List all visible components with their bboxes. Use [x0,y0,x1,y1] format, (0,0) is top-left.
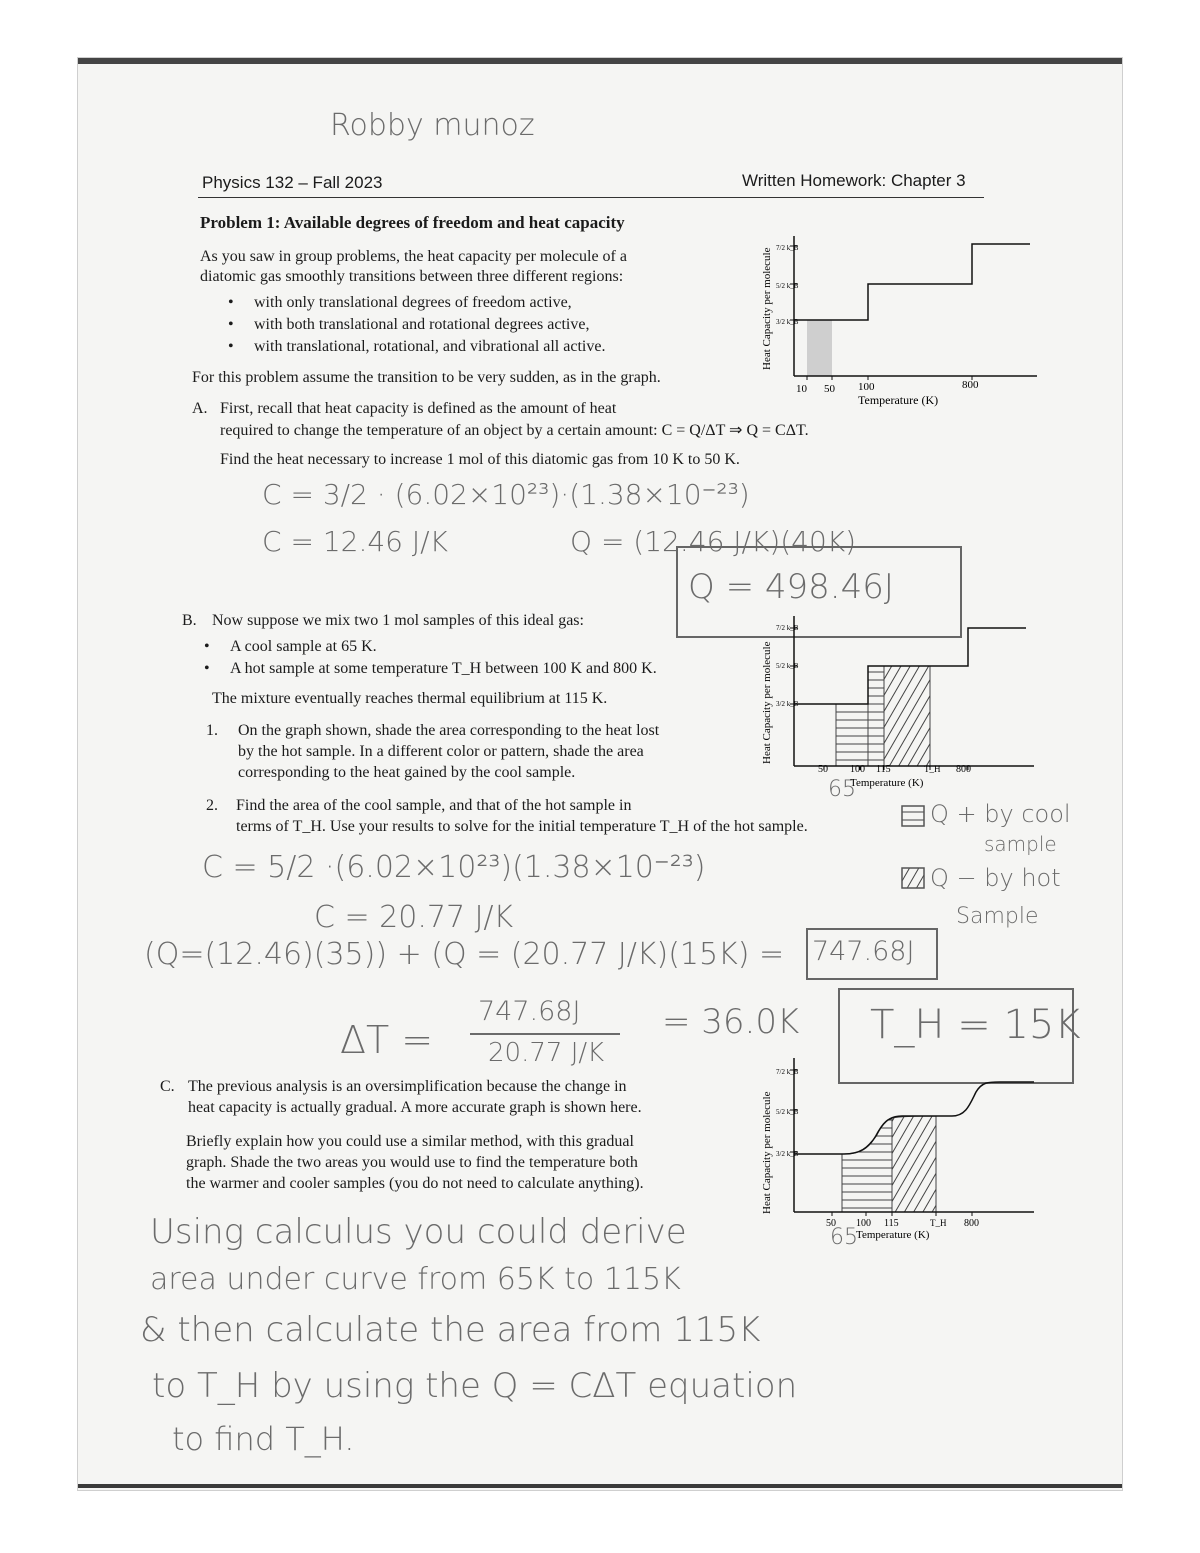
part-a-line-2: required to change the temperature of an object by a certain amount: C = Q/ΔT ⇒ Q = CΔT. [220,422,809,439]
part-c-answer-line: & then calculate the area from 115K [140,1310,761,1350]
part-c-p2: graph. Shade the two areas you would use to find the temperature both [186,1154,638,1171]
part-b-frac-bottom: 20.77 J/K [488,1038,605,1068]
part-b-total: 747.68J [812,936,915,967]
page-top-edge [78,58,1122,64]
x-axis-label: Temperature (K) [856,1229,930,1241]
part-c-p1: The previous analysis is an oversimplification because the change in [188,1078,627,1095]
part-a-work-3: Q = (12.46 J/K)(40K) [570,525,857,558]
y-tick-label: 5/2 k_B [776,662,799,670]
x-tick-label: 115 [884,1218,899,1229]
part-c-p2: the warmer and cooler samples (you do not need to calculate anything). [186,1175,644,1192]
part-a-line-3: Find the heat necessary to increase 1 mol of this diatomic gas from 10 K to 50 K. [220,451,740,468]
legend-hot-1: Q − by hot [930,864,1061,892]
y-tick-label: 5/2 k_B [776,1108,799,1116]
q2-line: terms of T_H. Use your results to solve for the initial temperature T_H of the hot sample. [236,818,808,835]
part-b-work-3: (Q=(12.46)(35)) + (Q = (20.77 J/K)(15K) = [144,937,785,972]
x-tick-label: 800 [962,379,979,391]
part-b-label: B. [182,612,197,629]
graph-3-65-mark: 65 [830,1225,858,1250]
cool-sample-area [842,1118,892,1212]
student-name: Robby munoz [330,108,535,143]
x-axis-label: Temperature (K) [858,393,939,407]
hot-legend-swatch [902,868,924,888]
graph-1-step [752,232,1042,412]
region-item: • with only translational degrees of freedom active, [222,292,605,314]
course-header: Physics 132 – Fall 2023 [202,173,383,192]
q2-line: Find the area of the cool sample, and that of the hot sample in [236,797,632,814]
legend-cool-2: sample [984,832,1057,856]
part-c-answer-line: to T_H by using the Q = CΔT equation [152,1366,798,1406]
x-tick-label: 50 [826,1218,836,1229]
part-c-p2: Briefly explain how you could use a similar method, with this gradual [186,1133,634,1150]
fraction-bar [470,1033,620,1035]
part-c-label: C. [160,1078,175,1095]
equilibrium-text: The mixture eventually reaches thermal equilibrium at 115 K. [212,690,608,707]
header-rule [198,197,984,198]
q2-number: 2. [206,797,218,814]
part-b-delta-result: = 36.0K [662,1002,800,1042]
y-tick-label: 5/2 k_B [776,282,799,290]
part-c-answer-line: area under curve from 65K to 115K [150,1262,681,1297]
region-item: • with both translational and rotational degrees active, [222,314,605,336]
assumption-text: For this problem assume the transition to be very sudden, as in the graph. [192,369,661,386]
region-item: • with translational, rotational, and vibrational all active. [222,336,605,358]
cool-legend-swatch [902,806,924,826]
graph-2-step-shaded [752,612,1042,797]
y-axis-label: Heat Capacity per molecule [761,641,773,764]
legend-swatches [898,800,928,900]
q1-line: corresponding to the heat gained by the cool sample. [238,764,576,781]
q1-line: by the hot sample. In a different color or pattern, shade the area [238,743,644,760]
part-a-work-1: C = 3/2 · (6.02×10²³)·(1.38×10⁻²³) [262,478,750,511]
problem-intro-1: As you saw in group problems, the heat capacity per molecule of a [200,248,627,265]
cool-sample-area [868,666,884,766]
heat-capacity-curve [794,244,1030,320]
y-tick-label: 7/2 k_B [776,624,799,632]
q1-number: 1. [206,722,218,739]
region-list [222,292,605,358]
sample-list [198,636,657,680]
part-b-delta-t: ΔT = [340,1018,434,1062]
hot-sample-area [884,666,930,766]
assignment-header: Written Homework: Chapter 3 [742,171,966,190]
problem-title: Problem 1: Available degrees of freedom and heat capacity [200,213,625,232]
y-tick-label: 3/2 k_B [776,1150,799,1158]
part-a-line-1: First, recall that heat capacity is defined as the amount of heat [220,400,617,417]
sample-item: • A cool sample at 65 K. [198,636,657,658]
y-tick-label: 7/2 k_B [776,244,799,252]
legend-cool-1: Q + by cool [930,800,1071,828]
part-b-work-1: C = 5/2 ·(6.02×10²³)(1.38×10⁻²³) [202,850,706,885]
shaded-region [807,320,832,376]
page-bottom-edge [78,1484,1122,1488]
hot-sample-area [892,1116,936,1212]
x-tick-label: T_H [924,764,941,774]
x-tick-label: T_H [930,1218,947,1228]
part-b-work-2: C = 20.77 J/K [314,900,514,935]
y-tick-label: 3/2 k_B [776,318,799,326]
x-tick-label: 800 [956,764,971,775]
y-axis-label: Heat Capacity per molecule [761,247,773,370]
part-b-intro: Now suppose we mix two 1 mol samples of this ideal gas: [212,612,584,629]
x-tick-label: 50 [824,383,835,395]
x-tick-label: 10 [796,383,807,395]
x-axis-label: Temperature (K) [850,777,924,789]
graph-2-65-mark: 65 [828,777,856,802]
part-c-answer-line: Using calculus you could derive [150,1212,687,1252]
part-b-answer: T_H = 15K [870,1002,1081,1048]
x-tick-label: 100 [858,381,875,393]
sample-item: • A hot sample at some temperature T_H between 100 K and 800 K. [198,658,657,680]
x-tick-label: 800 [964,1218,979,1229]
part-c-answer-line: to find T_H. [172,1420,355,1458]
x-tick-label: 50 [818,764,828,775]
part-a-answer: Q = 498.46J [688,567,894,607]
cool-sample-area [836,704,868,766]
part-a-label: A. [192,400,208,417]
legend-hot-2: Sample [956,904,1039,929]
y-tick-label: 3/2 k_B [776,700,799,708]
x-tick-label: 100 [856,1218,871,1229]
x-tick-label: 115 [876,764,891,775]
part-c-p1: heat capacity is actually gradual. A more accurate graph is shown here. [188,1099,642,1116]
x-tick-label: 100 [850,764,865,775]
y-tick-label: 7/2 k_B [776,1068,799,1076]
q1-line: On the graph shown, shade the area corresponding to the heat lost [238,722,660,739]
part-a-work-2: C = 12.46 J/K [262,525,448,558]
y-axis-label: Heat Capacity per molecule [761,1091,773,1214]
part-b-frac-top: 747.68J [478,996,581,1027]
problem-intro-2: diatomic gas smoothly transitions between three different regions: [200,268,624,285]
